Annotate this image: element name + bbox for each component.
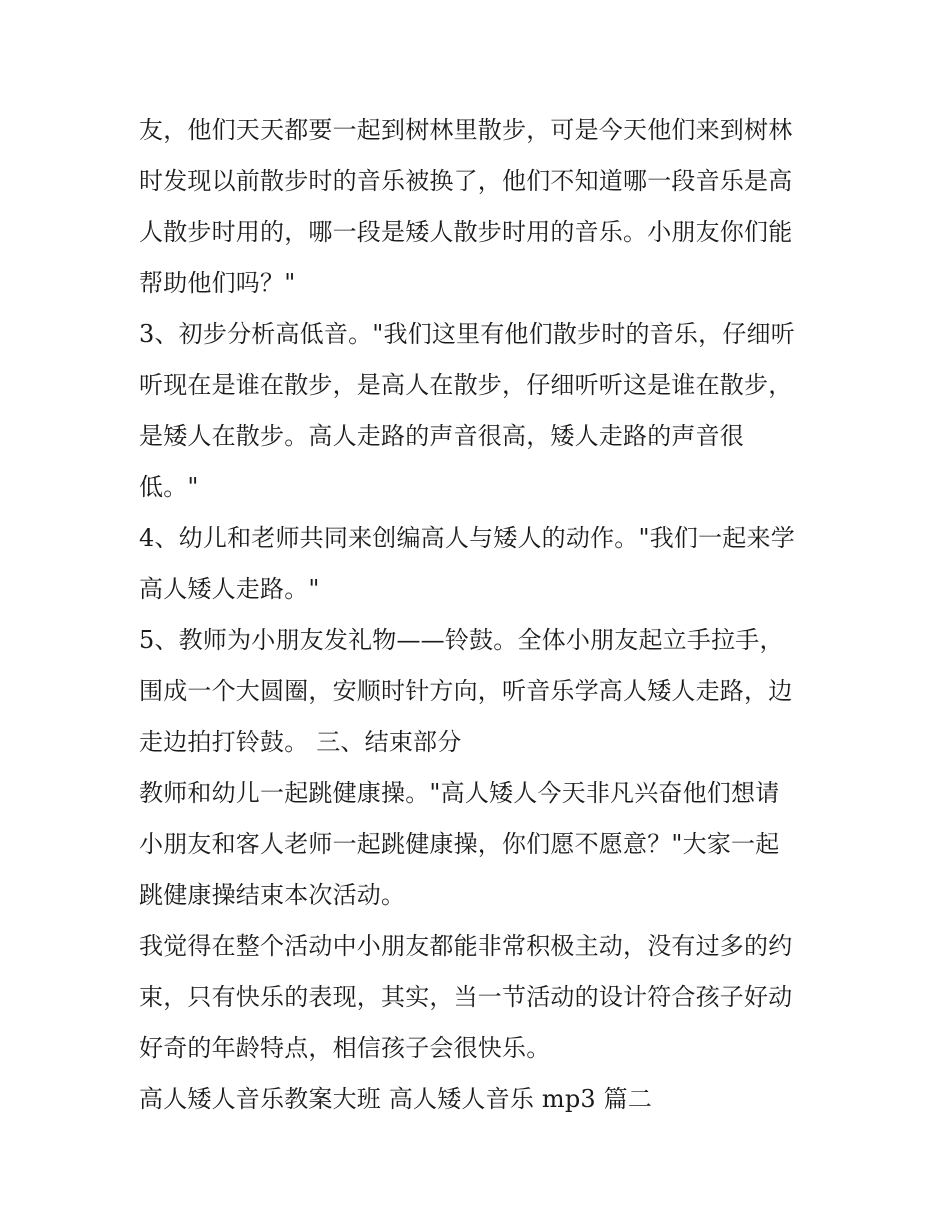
- text-line: 听现在是谁在散步，是高人在散步，仔细听听这是谁在散步，: [139, 371, 793, 399]
- text-line: 4、幼儿和老师共同来创编高人与矮人的动作。"我们一起来学: [139, 524, 795, 552]
- text-line: 高人矮人走路。": [139, 575, 320, 603]
- text-line: 5、教师为小朋友发礼物——铃鼓。全体小朋友起立手拉手，: [139, 626, 784, 654]
- text-line: 围成一个大圆圈，安顺时针方向，听音乐学高人矮人走路，边: [139, 677, 793, 705]
- text-line: 低。": [139, 473, 199, 501]
- text-line: 教师和幼儿一起跳健康操。"高人矮人今天非凡兴奋他们想请: [139, 779, 780, 807]
- text-line: 跳健康操结束本次活动。: [139, 881, 406, 909]
- text-line: 走边拍打铃鼓。 三、结束部分: [139, 728, 462, 756]
- text-line: 我觉得在整个活动中小朋友都能非常积极主动，没有过多的约: [139, 932, 793, 960]
- section-heading: 高人矮人音乐教案大班 高人矮人音乐 mp3 篇二: [139, 1085, 653, 1113]
- text-line: 是矮人在散步。高人走路的声音很高，矮人走路的声音很: [139, 422, 744, 450]
- text-line: 时发现以前散步时的音乐被换了，他们不知道哪一段音乐是高: [139, 167, 793, 195]
- text-line: 3、初步分析高低音。"我们这里有他们散步时的音乐，仔细听: [139, 320, 795, 348]
- text-line: 帮助他们吗？": [139, 269, 296, 297]
- text-line: 好奇的年龄特点，相信孩子会很快乐。: [139, 1034, 551, 1062]
- text-line: 束，只有快乐的表现，其实，当一节活动的设计符合孩子好动: [139, 983, 793, 1011]
- text-line: 人散步时用的，哪一段是矮人散步时用的音乐。小朋友你们能: [139, 218, 793, 246]
- text-line: 小朋友和客人老师一起跳健康操，你们愿不愿意？"大家一起: [139, 830, 780, 858]
- text-line: 友，他们天天都要一起到树林里散步，可是今天他们来到树林: [139, 116, 793, 144]
